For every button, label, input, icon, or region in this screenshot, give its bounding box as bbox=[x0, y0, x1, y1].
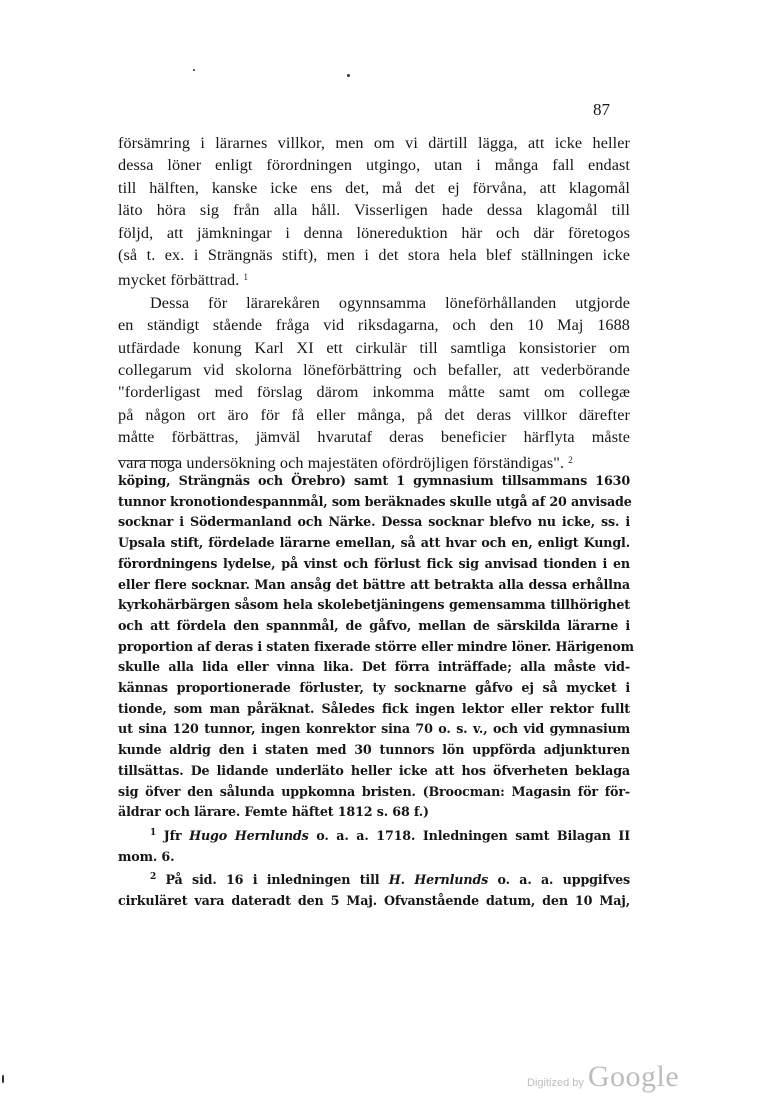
footnote-divider bbox=[118, 460, 178, 461]
note-line: ut sina 120 tunnor, ingen konrektor sina 70 o. s. v., och vid gymnasium bbox=[118, 721, 630, 737]
footnote-text: Jfr bbox=[163, 827, 182, 843]
text-line: försämring i lärarnes villkor, men om vi därtill lägga, att icke heller bbox=[118, 134, 630, 152]
text-segment: vara noga undersökning och majestäten ofördröjligen förständigas". bbox=[118, 453, 565, 472]
text-line: läto höra sig från alla håll. Visserligen hade dessa klagomål till bbox=[118, 201, 630, 220]
footnotes bbox=[118, 471, 634, 912]
note-line: tunnor kronotiondespannmål, som beräknades skulle utgå af 20 anvisade bbox=[118, 493, 632, 509]
text-line: "forderligast med förslag därom inkomma måtte samt om collegæ bbox=[118, 383, 630, 402]
footnote-text: På sid. 16 i inledningen till bbox=[165, 872, 380, 888]
scan-speck bbox=[193, 69, 195, 71]
footnote-2 bbox=[118, 867, 630, 891]
scan-speck bbox=[347, 74, 350, 77]
text-line: på någon ort äro för få eller många, på det deras villkor därefter bbox=[118, 405, 630, 424]
footnote-reference: 1 bbox=[243, 272, 249, 283]
text-line: till hälften, kanske icke ens det, må det ej förvåna, att klagomål bbox=[118, 178, 630, 197]
main-text bbox=[118, 132, 630, 474]
watermark-brand: Google bbox=[587, 1060, 680, 1093]
watermark-label: Digitized by bbox=[527, 1077, 584, 1089]
note-line: eller flere socknar. Man ansåg det bättre att betrakta alla dessa erhållna bbox=[118, 576, 630, 592]
note-line: förordningens lydelse, på vinst och förlust fick sig anvisad tionden i en bbox=[118, 555, 630, 571]
footnote-text: o. a. a. 1718. Inledningen samt Bilagan II bbox=[316, 827, 630, 843]
footnote-author: H. Hernlunds bbox=[388, 872, 489, 888]
footnote-reference: 2 bbox=[568, 454, 573, 465]
text-line: en ständigt stående fråga vid riksdagarna, och den 10 Maj 1688 bbox=[118, 316, 630, 335]
digitized-watermark bbox=[527, 1060, 679, 1094]
footnote-mark: 2 bbox=[150, 872, 157, 883]
note-line: socknar i Södermanland och Närke. Dessa socknar blefvo nu icke, ss. i bbox=[118, 514, 630, 530]
note-line: köping, Strängnäs och Örebro) samt 1 gymnasium tillsammans 1630 bbox=[118, 473, 630, 488]
note-line: kunde aldrig den i staten med 30 tunnors lön uppförda adjunkturen bbox=[118, 742, 630, 758]
text-line: utfärdade konung Karl XI ett cirkulär till samtliga konsistorier om bbox=[118, 338, 630, 357]
scan-speck bbox=[2, 1075, 4, 1083]
text-line: Dessa för lärarekåren ogynnsamma löneförhållanden utgjorde bbox=[150, 293, 630, 312]
text-line: dessa löner enligt förordningen utgingo, utan i många fall endast bbox=[118, 156, 630, 175]
footnote-text: o. a. a. uppgifves bbox=[497, 872, 631, 888]
text-line: måtte förbättras, jämväl hvarutaf deras beneficier härflyta måste bbox=[118, 428, 630, 447]
note-line: och att fördela den spannmål, de gåfvo, mellan de särskilda lärarne i bbox=[118, 617, 630, 633]
page-number: 87 bbox=[593, 100, 610, 119]
footnote-author: Hugo Hernlunds bbox=[189, 827, 309, 843]
text-line: (så t. ex. i Strängnäs stift), men i det stora hela blef ställningen icke bbox=[118, 246, 630, 265]
note-line: tillsättas. De lidande underläto heller icke att hos öfverheten beklaga bbox=[118, 762, 630, 778]
footnote-1 bbox=[118, 823, 630, 847]
footnote-2-continuation: cirkuläret vara dateradt den 5 Maj. Ofvanstående datum, den 10 Maj, bbox=[118, 893, 630, 909]
note-line: proportion af deras i staten fixerade större eller mindre löner. Härigenom bbox=[118, 638, 634, 654]
text-line-with-note bbox=[118, 266, 630, 291]
footnote-mark: 1 bbox=[150, 827, 157, 838]
note-line: tionde, som man påräknat. Således fick ingen lektor eller rektor fullt bbox=[118, 700, 630, 716]
note-line: äldrar och lärare. Femte häftet 1812 s. 68 f.) bbox=[118, 804, 429, 820]
note-line: kännas proportionerade förluster, ty socknarne gåfvo ej så mycket i bbox=[118, 680, 630, 696]
text-line: följd, att jämkningar i denna lönereduktion här och där företogos bbox=[118, 223, 630, 242]
text-line: collegarum vid skolorna löneförbättring och befaller, att vederbörande bbox=[118, 361, 630, 380]
note-line: sig öfver den sålunda uppkomna bristen. (Broocman: Magasin för för- bbox=[118, 783, 630, 799]
note-line: kyrkohärbärgen såsom hela skolebetjäningens gemensamma tillhörighet bbox=[118, 597, 630, 613]
note-line: Upsala stift, fördelade lärarne emellan, så att hvar och en, enligt Kungl. bbox=[118, 535, 630, 551]
note-line: skulle alla lida eller vinna lika. Det förra inträffade; alla måste vid- bbox=[118, 659, 630, 675]
footnote-1-continuation: mom. 6. bbox=[118, 848, 175, 864]
text-segment: mycket förbättrad. bbox=[118, 271, 240, 290]
